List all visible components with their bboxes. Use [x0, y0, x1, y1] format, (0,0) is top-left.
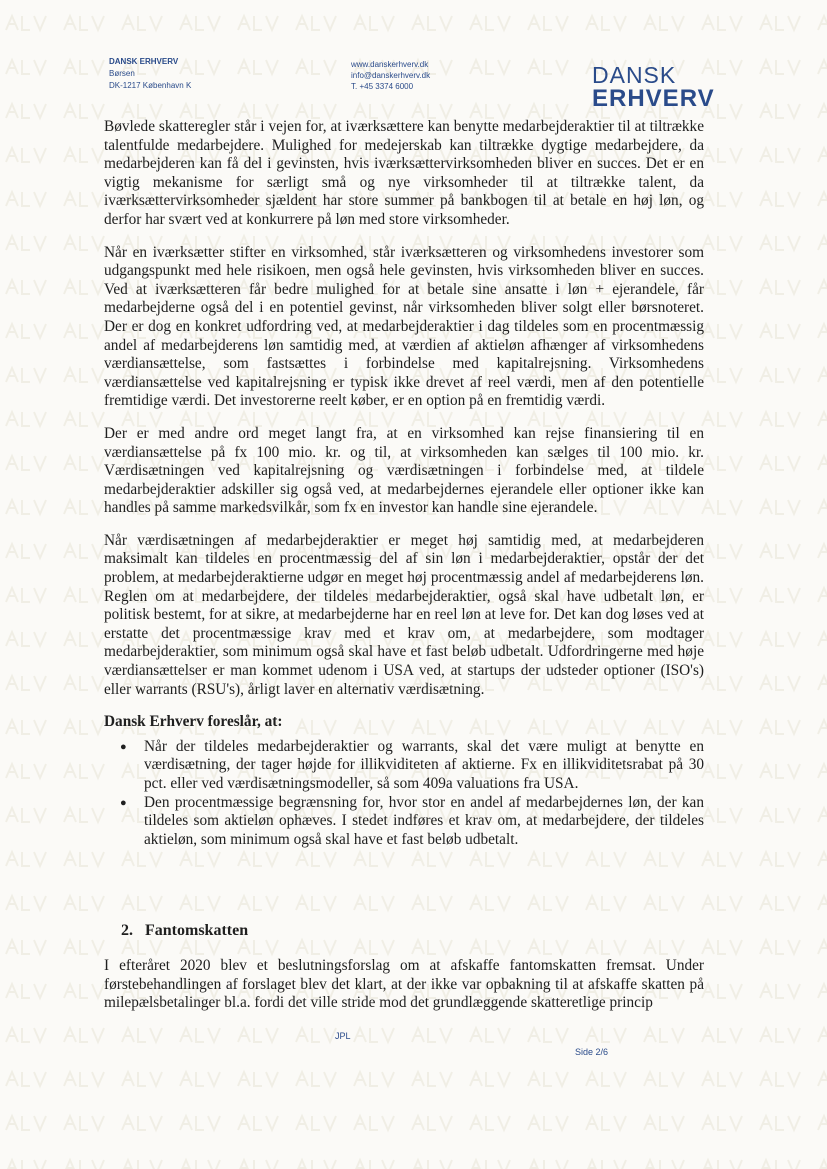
- bullet-icon: ●: [120, 740, 127, 753]
- sender-contact: [351, 59, 430, 92]
- sender-company: DANSK ERHVERV: [109, 57, 179, 66]
- section-title: Fantomskatten: [145, 922, 249, 939]
- paragraph: I efteråret 2020 blev et beslutningsforslag om at afskaffe fantomskatten fremsat. Under førstebehandlingen af forslaget blev det klart, at der ikke var opbakning til at afskaffe skatten på milepælsbetalinger bl.a. fordi det ville stride mod det grundlæggende skatteretlige princip: [104, 957, 704, 1012]
- proposal-text: Den procentmæssige begrænsning for, hvor stor en andel af medarbejdernes løn, der kan tildeles som aktieløn ophæves. I stedet indføres et krav om, at medarbejdere, der tildeles aktieløn, som minimum også skal have et fast beløb udbetalt.: [144, 793, 704, 848]
- logo-line2: ERHVERV: [592, 85, 715, 112]
- sender-phone: T. +45 3374 6000: [351, 82, 414, 91]
- paragraph: Bøvlede skatteregler står i vejen for, at iværksættere kan benytte medarbejderaktier til at tiltrække talentfulde medarbejdere. Mulighed for medejerskab kan tiltrække dygtige medarbejdere, da medarbejderen kan få del i gevinsten, hvis iværksættervirksomheden bliver en succes. Det er en vigtig mekanisme for særligt små og nye virksomheder til at tiltrække talent, da iværksættervirksomheder sjældent har store summer på bankbogen til at betale en høj løn, og derfor har svært ved at konkurrere på løn med store virksomheder.: [104, 118, 704, 228]
- list-item: [120, 737, 704, 794]
- list-item: [120, 793, 704, 850]
- dansk-erhverv-logo: [592, 64, 715, 110]
- section-heading: [121, 922, 248, 940]
- sender-address: [109, 56, 191, 92]
- proposal-heading: Dansk Erhverv foreslår, at:: [104, 713, 283, 731]
- page-number: Side 2/6: [575, 1047, 609, 1057]
- paragraph: Når en iværksætter stifter en virksomhed, står iværksætteren og virksomhedens investorer som udgangspunkt med hele risikoen, men også hele gevinsten, hvis virksomheden bliver en succes. Ved at iværksætteren får bedre mulighed for at betale sine ansatte i løn + ejerandele, får medarbejderne også del i en potentiel gevinst, når virksomheden bliver solgt eller børsnoteret. Der er dog en konkret udfordring ved, at medarbejderaktier i dag tildeles som en procentmæssig andel af medarbejderens løn samtidig med, at værdien af aktieløn afhænger af virksomhedens værdiansættelse, som fastsættes i forbindelse med kapitalrejsning. Virksomhedens værdiansættelse ved kapitalrejsning er typisk ikke drevet af reel værdi, men af den potentielle fremtidige værdi. Det investorerne reelt køber, er en option på en fremtidig værdi.: [104, 243, 704, 410]
- sender-email: info@danskerhverv.dk: [351, 71, 431, 80]
- sender-address-line2: DK-1217 København K: [109, 81, 192, 90]
- section-number: 2.: [121, 922, 133, 939]
- author-initials: JPL: [335, 1031, 351, 1041]
- sender-address-line1: Børsen: [109, 69, 135, 78]
- paragraph: Der er med andre ord meget langt fra, at en virksomhed kan rejse finansiering til en værdiansættelse på fx 100 mio. kr. og til, at virksomheden kan sælges til 100 mio. kr. Værdisætningen ved kapitalrejsning og værdisætningen i forbindelse med, at tildele medarbejderaktier adskiller sig også ved, at medarbejdernes ejerandele eller optioner ikke kan handles på samme markedsvilkår, som fx en investor kan handle sine ejerandele.: [104, 424, 704, 517]
- logo-line1: DANSK: [592, 62, 677, 88]
- document-body: [104, 118, 704, 863]
- proposal-text: Når der tildeles medarbejderaktier og warrants, skal det være muligt at benytte en værdisætning, der tager højde for illikviditeten af aktierne. Fx en illikviditetsrabat på 30 pct. eller ved værdisætningsmodeller, så som 409a valuations fra USA.: [144, 737, 704, 792]
- proposal-list: [104, 738, 704, 850]
- section-body: [104, 957, 704, 1013]
- bullet-icon: ●: [120, 796, 127, 809]
- sender-web: www.danskerhverv.dk: [351, 60, 429, 69]
- paragraph: Når værdisætningen af medarbejderaktier er meget høj samtidig med, at medarbejderen maksimalt kan tildeles en procentmæssig del af sin løn i medarbejderaktier, opstår der det problem, at medarbejderaktierne udgør en meget høj procentmæssig andel af medarbejderens løn. Reglen om at medarbejdere, der tildeles medarbejderaktier, også skal have udbetalt løn, er politisk bestemt, for at sikre, at medarbejderne har en reel løn at leve for. Det kan dog løses ved at erstatte det procentmæssige krav med et krav om, at medarbejdere, som modtager medarbejderaktier, som minimum også skal have et fast beløb udbetalt. Udfordringerne med høje værdiansættelser er man kommet udenom i USA ved, at startups der udsteder optioner (ISO's) eller warrants (RSU's), årligt laver en alternativ værdisætning.: [104, 531, 704, 698]
